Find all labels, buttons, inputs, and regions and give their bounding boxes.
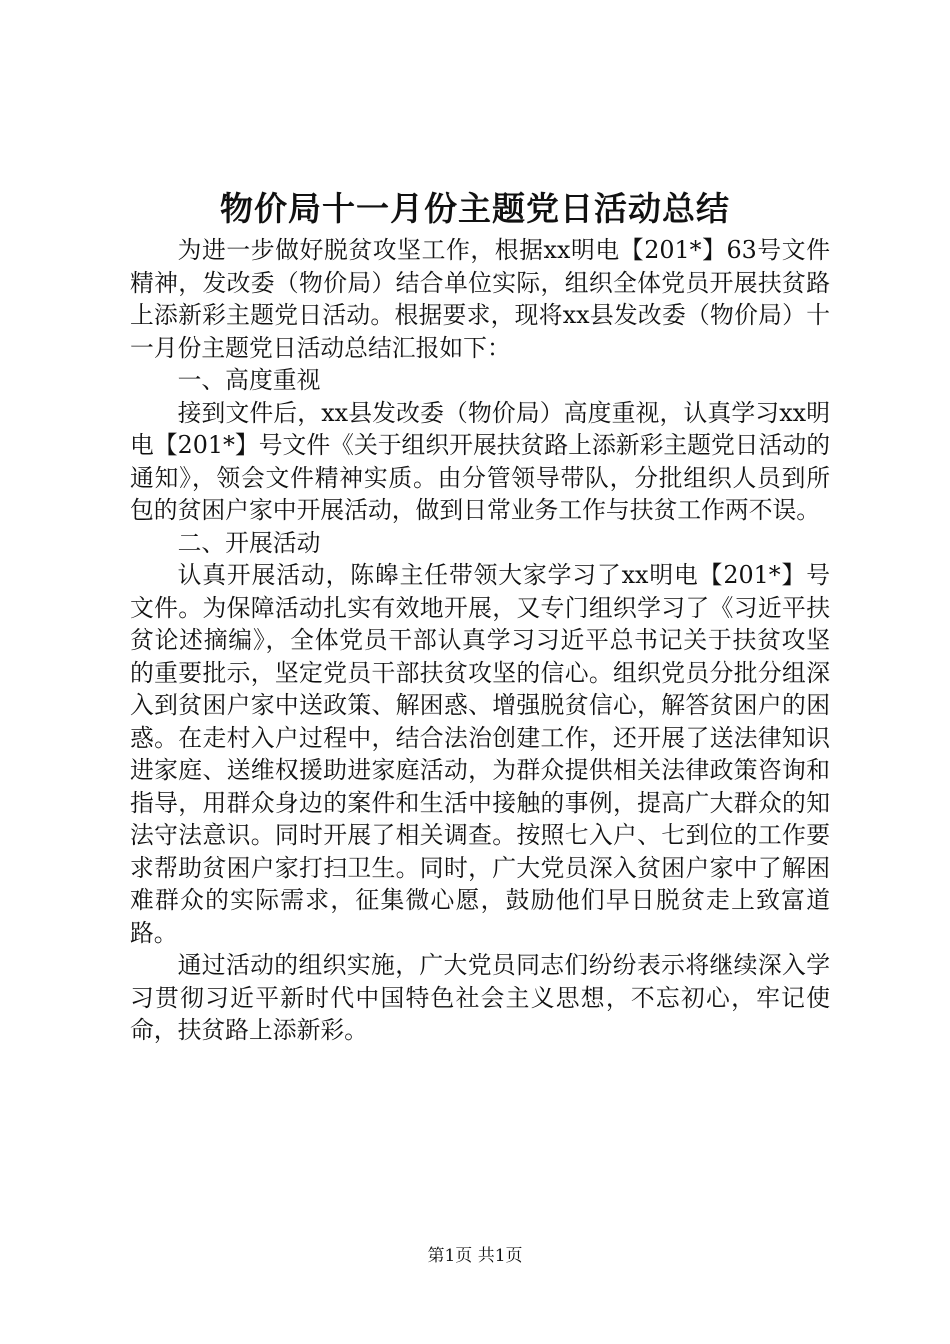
document-title: 物价局十一月份主题党日活动总结: [220, 189, 730, 228]
intro-paragraph: 为进一步做好脱贫攻坚工作，根据xx明电【201*】63号文件精神，发改委（物价局）结合单位实际，组织全体党员开展扶贫路上添新彩主题党日活动。根据要求，现将xx县发改委（物价局）十一月份主题党日活动总结汇报如下：: [130, 236, 830, 362]
page-number-footer: 第1页 共1页: [427, 1246, 523, 1266]
section-heading-1: 一、高度重视: [177, 366, 321, 394]
section-heading-2: 二、开展活动: [177, 528, 321, 557]
section-2-paragraph: 认真开展活动，陈皞主任带领大家学习了xx明电【201*】号文件。为保障活动扎实有效地开展，又专门组织学习了《习近平扶贫论述摘编》，全体党员干部认真学习习近平总书记关于扶贫攻坚的重要批示，坚定党员干部扶贫攻坚的信心。组织党员分批分组深入到贫困户家中送政策、解困惑、增强脱贫信心，解答贫困户的困惑。在走村入户过程中，结合法治创建工作，还开展了送法律知识进家庭、送维权援助进家庭活动，为群众提供相关法律政策咨询和指导，用群众身边的案件和生活中接触的事例，提高广大群众的知法守法意识。同时开展了相关调查。按照七入户、七到位的工作要求帮助贫困户家打扫卫生。同时，广大党员深入贫困户家中了解困难群众的实际需求，征集微心愿，鼓励他们早日脱贫走上致富道路。: [130, 561, 830, 947]
section-1-paragraph: 接到文件后，xx县发改委（物价局）高度重视，认真学习xx明电【201*】号文件《关于组织开展扶贫路上添新彩主题党日活动的通知》，领会文件精神实质。由分管领导带队，分批组织人员到所包的贫困户家中开展活动，做到日常业务工作与扶贫工作两不误。: [130, 398, 830, 524]
closing-paragraph: 通过活动的组织实施，广大党员同志们纷纷表示将继续深入学习贯彻习近平新时代中国特色社会主义思想，不忘初心，牢记使命，扶贫路上添新彩。: [130, 951, 830, 1044]
document-body: [130, 234, 830, 1047]
